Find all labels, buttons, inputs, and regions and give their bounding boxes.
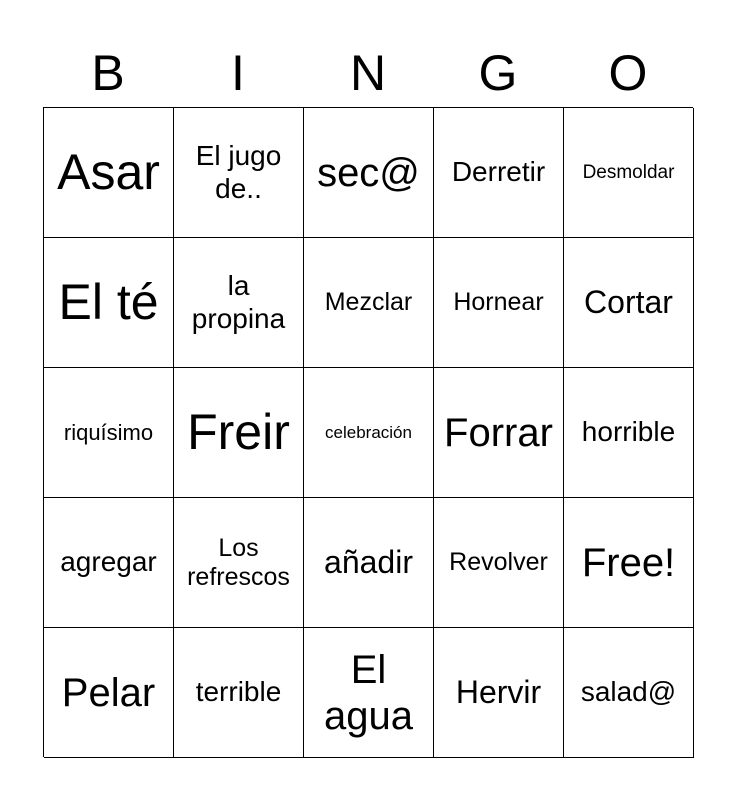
cell-label: Mezclar <box>324 288 413 317</box>
cell-label: Hornear <box>453 288 544 317</box>
header-letter-i: I <box>231 45 245 101</box>
cell-label: añadir <box>324 544 413 581</box>
bingo-cell-r1-c2[interactable] <box>174 108 304 238</box>
header-letter-n: N <box>349 45 387 101</box>
bingo-cell-r2-c4[interactable] <box>434 238 564 368</box>
bingo-cell-r5-c5[interactable] <box>564 628 694 758</box>
cell-label: El jugo de.. <box>195 140 282 204</box>
bingo-cell-r4-c4[interactable] <box>434 498 564 628</box>
bingo-header <box>43 40 693 106</box>
cell-label: celebración <box>325 422 412 442</box>
bingo-cell-r3-c4[interactable] <box>434 368 564 498</box>
cell-label: Forrar <box>444 410 553 455</box>
cell-label: Freir <box>187 403 290 460</box>
bingo-cell-r5-c4[interactable] <box>434 628 564 758</box>
bingo-cell-r5-c1[interactable] <box>44 628 174 758</box>
cell-label: Los refrescos <box>187 533 290 591</box>
bingo-cell-r4-c5[interactable] <box>564 498 694 628</box>
bingo-cell-r2-c3[interactable] <box>304 238 434 368</box>
cell-label: horrible <box>581 416 676 448</box>
cell-label: Free! <box>581 540 676 585</box>
cell-label: agregar <box>60 546 157 578</box>
bingo-cell-r5-c2[interactable] <box>174 628 304 758</box>
cell-label: El agua <box>324 647 413 738</box>
bingo-cell-r4-c2[interactable] <box>174 498 304 628</box>
bingo-cell-r4-c3[interactable] <box>304 498 434 628</box>
cell-label: salad@ <box>580 676 677 708</box>
cell-label: sec@ <box>317 150 420 195</box>
bingo-cell-r3-c2[interactable] <box>174 368 304 498</box>
bingo-board <box>43 107 693 757</box>
header-letter-o: O <box>608 45 648 101</box>
bingo-cell-r1-c4[interactable] <box>434 108 564 238</box>
bingo-cell-r3-c3[interactable] <box>304 368 434 498</box>
header-letter-b: B <box>91 45 125 101</box>
cell-label: riquísimo <box>63 419 154 445</box>
cell-label: la propina <box>191 270 286 334</box>
bingo-cell-r1-c3[interactable] <box>304 108 434 238</box>
cell-label: Pelar <box>61 670 156 715</box>
cell-label: Asar <box>57 143 160 200</box>
bingo-cell-r3-c1[interactable] <box>44 368 174 498</box>
cell-label: Hervir <box>455 674 542 711</box>
bingo-cell-r2-c2[interactable] <box>174 238 304 368</box>
bingo-cell-r5-c3[interactable] <box>304 628 434 758</box>
bingo-cell-r1-c5[interactable] <box>564 108 694 238</box>
header-letter-g: G <box>478 45 518 101</box>
cell-label: Desmoldar <box>582 161 675 183</box>
cell-label: Cortar <box>584 284 673 321</box>
bingo-cell-r2-c5[interactable] <box>564 238 694 368</box>
bingo-cell-r3-c5[interactable] <box>564 368 694 498</box>
bingo-cell-r2-c1[interactable] <box>44 238 174 368</box>
cell-label: terrible <box>195 676 282 708</box>
cell-label: Revolver <box>449 548 548 577</box>
cell-label: El té <box>58 273 159 330</box>
bingo-cell-r1-c1[interactable] <box>44 108 174 238</box>
cell-label: Derretir <box>451 156 546 188</box>
bingo-cell-r4-c1[interactable] <box>44 498 174 628</box>
